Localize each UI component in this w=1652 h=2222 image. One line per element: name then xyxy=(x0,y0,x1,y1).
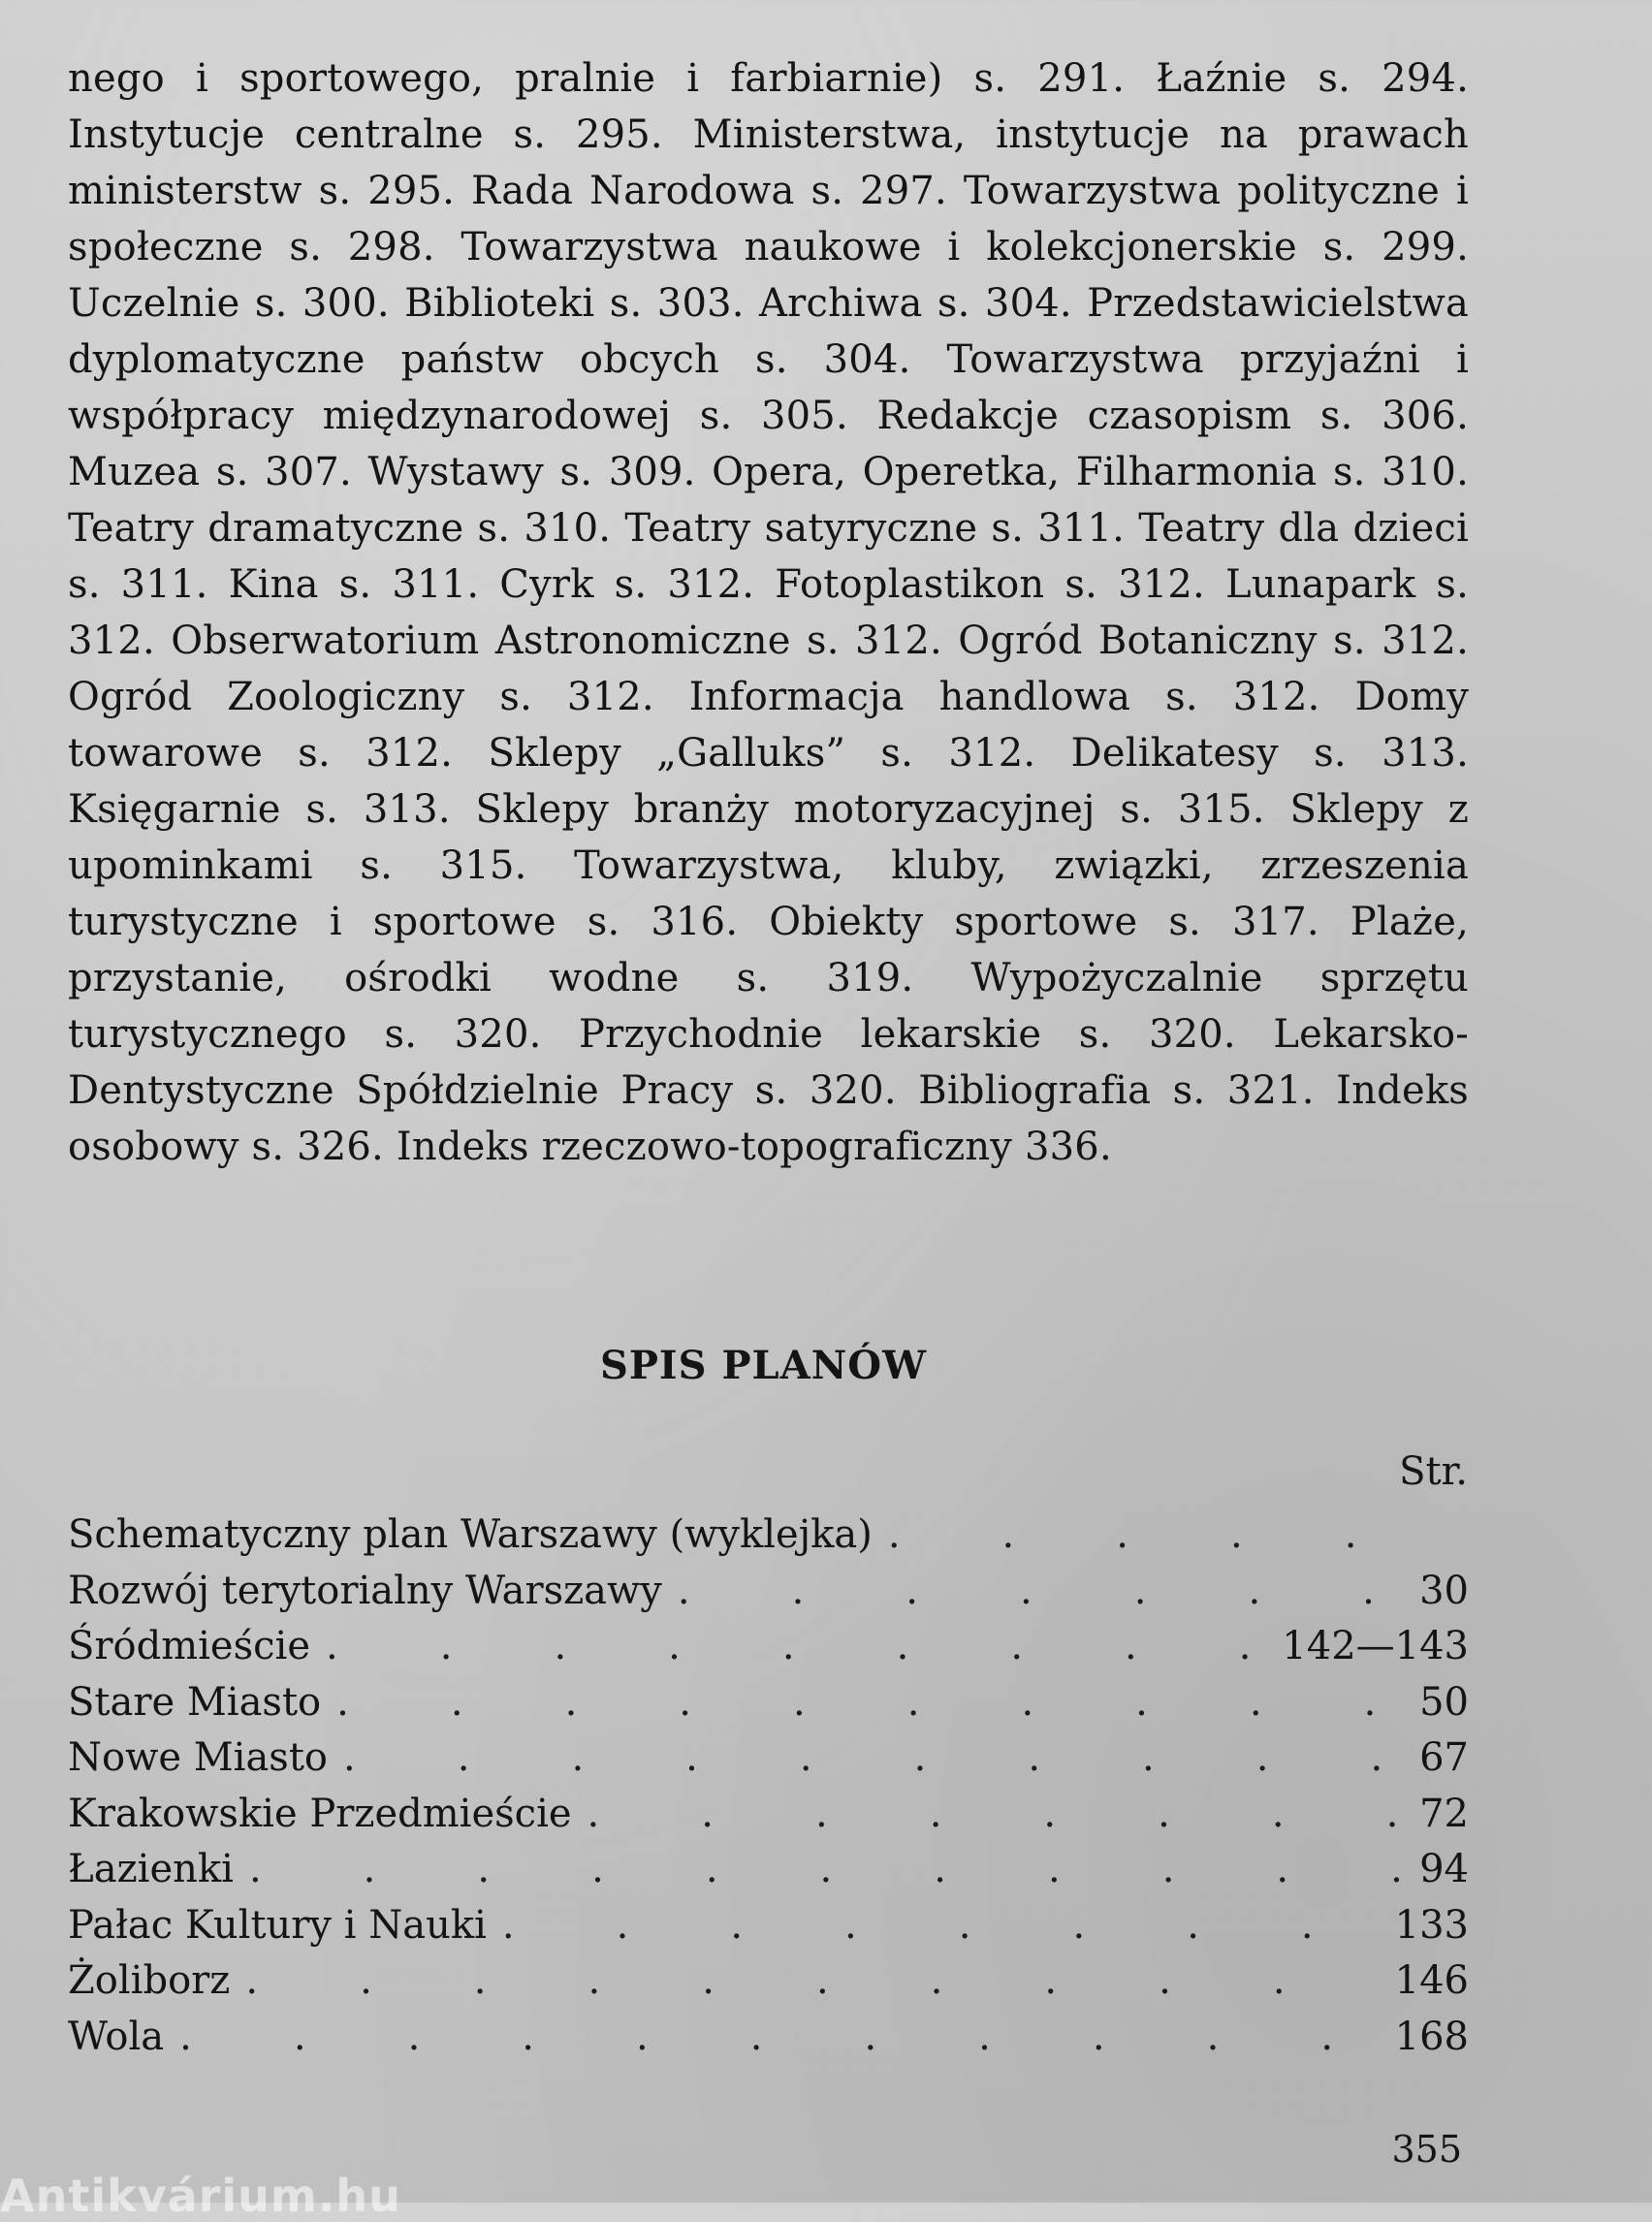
dot-leader xyxy=(326,1619,1270,1675)
dot-leader xyxy=(678,1564,1408,1620)
plan-entry-name: Żoliborz xyxy=(68,1958,231,2003)
plan-entry-wola xyxy=(68,2010,1469,2066)
plan-entry-page: 72 xyxy=(1419,1791,1469,1836)
plan-entry-lazienki xyxy=(68,1842,1469,1898)
dot-leader xyxy=(888,1508,1428,1564)
plans-list xyxy=(68,1508,1469,2065)
page-column-header: Str. xyxy=(1399,1449,1468,1494)
plan-entry-page: 133 xyxy=(1394,1902,1469,1948)
plan-entry-name: Wola xyxy=(68,2014,165,2059)
plan-entry-name: Rozwój terytorialny Warszawy xyxy=(68,1568,662,1613)
dot-leader xyxy=(336,1675,1408,1731)
dot-leader xyxy=(249,1842,1408,1898)
plans-section-title: SPIS PLANÓW xyxy=(599,1343,928,1388)
plan-entry-page: 168 xyxy=(1394,2014,1469,2059)
plan-entry-page: 67 xyxy=(1419,1735,1469,1780)
plan-entry-name: Nowe Miasto xyxy=(68,1735,328,1780)
plan-entry-krakowskie-przedmiescie xyxy=(68,1787,1469,1843)
plan-entry-stare-miasto xyxy=(68,1675,1469,1731)
plan-entry-palac-kultury xyxy=(68,1898,1469,1954)
dot-leader xyxy=(179,2010,1383,2066)
dot-leader xyxy=(343,1730,1408,1787)
dot-leader xyxy=(502,1898,1383,1954)
plan-entry-zoliborz xyxy=(68,1953,1469,2010)
contents-continuation-paragraph: nego i sportowego, pralnie i farbiarnie) s. 291. Łaźnie s. 294. Instytucje centralne s. 295. Ministerstwa, instytucje na prawach ministerstw s. 295. Rada Narodowa s. 297. Towarzystwa polityczne i społeczne s. 298. Towarzystwa naukowe i kolekcjonerskie s. 299. Uczelnie s. 300. Biblioteki s. 303. Archiwa s. 304. Przedstawicielstwa dyplomatyczne państw obcych s. 304. Towarzystwa przyjaźni i współpracy międzynarodowej s. 305. Redakcje czasopism s. 306. Muzea s. 307. Wystawy s. 309. Opera, Operetka, Filharmonia s. 310. Teatry dramatyczne s. 310. Teatry satyryczne s. 311. Teatry dla dzieci s. 311. Kina s. 311. Cyrk s. 312. Fotoplastikon s. 312. Lunapark s. 312. Obserwatorium Astronomiczne s. 312. Ogród Botaniczny s. 312. Ogród Zoologiczny s. 312. Informacja handlowa s. 312. Domy towarowe s. 312. Sklepy „Galluks” s. 312. Delikatesy s. 313. Księgarnie s. 313. Sklepy branży motoryzacyjnej s. 315. Sklepy z upominkami s. 315. Towarzystwa, kluby, związki, zrzeszenia turystyczne i sportowe s. 316. Obiekty sportowe s. 317. Plaże, przystanie, ośrodki wodne s. 319. Wypożyczalnie sprzętu turystycznego s. 320. Przychodnie lekarskie s. 320. Lekarsko-Dentystyczne Spółdzielnie Pracy s. 320. Bibliografia s. 321. Indeks osobowy s. 326. Indeks rzeczowo-topograficzny 336. xyxy=(68,56,1469,1169)
plan-entry-page: 146 xyxy=(1394,1958,1469,2003)
plan-entry-page: 30 xyxy=(1419,1568,1469,1613)
plan-entry-name: Łazienki xyxy=(68,1847,234,1891)
plan-entry-nowe-miasto xyxy=(68,1730,1469,1787)
page-number: 355 xyxy=(1391,2128,1462,2171)
plan-entry-name: Śródmieście xyxy=(68,1624,310,1668)
plan-entry-schematic-plan xyxy=(68,1508,1469,1564)
plan-entry-name: Schematyczny plan Warszawy (wyklejka) xyxy=(68,1512,873,1557)
plan-entry-page: 94 xyxy=(1419,1847,1469,1891)
plan-entry-srodmiescie xyxy=(68,1619,1469,1675)
plan-entry-name: Stare Miasto xyxy=(68,1679,322,1725)
plan-entry-name: Pałac Kultury i Nauki xyxy=(68,1902,487,1948)
plan-entry-page: 50 xyxy=(1419,1679,1469,1725)
dot-leader xyxy=(245,1953,1382,2010)
watermark-text: Antikvárium.hu xyxy=(0,2170,401,2222)
plan-entry-page: 142—143 xyxy=(1282,1624,1469,1668)
plan-entry-territorial-development xyxy=(68,1564,1469,1620)
dot-leader xyxy=(588,1787,1409,1843)
plan-entry-name: Krakowskie Przedmieście xyxy=(68,1791,572,1836)
